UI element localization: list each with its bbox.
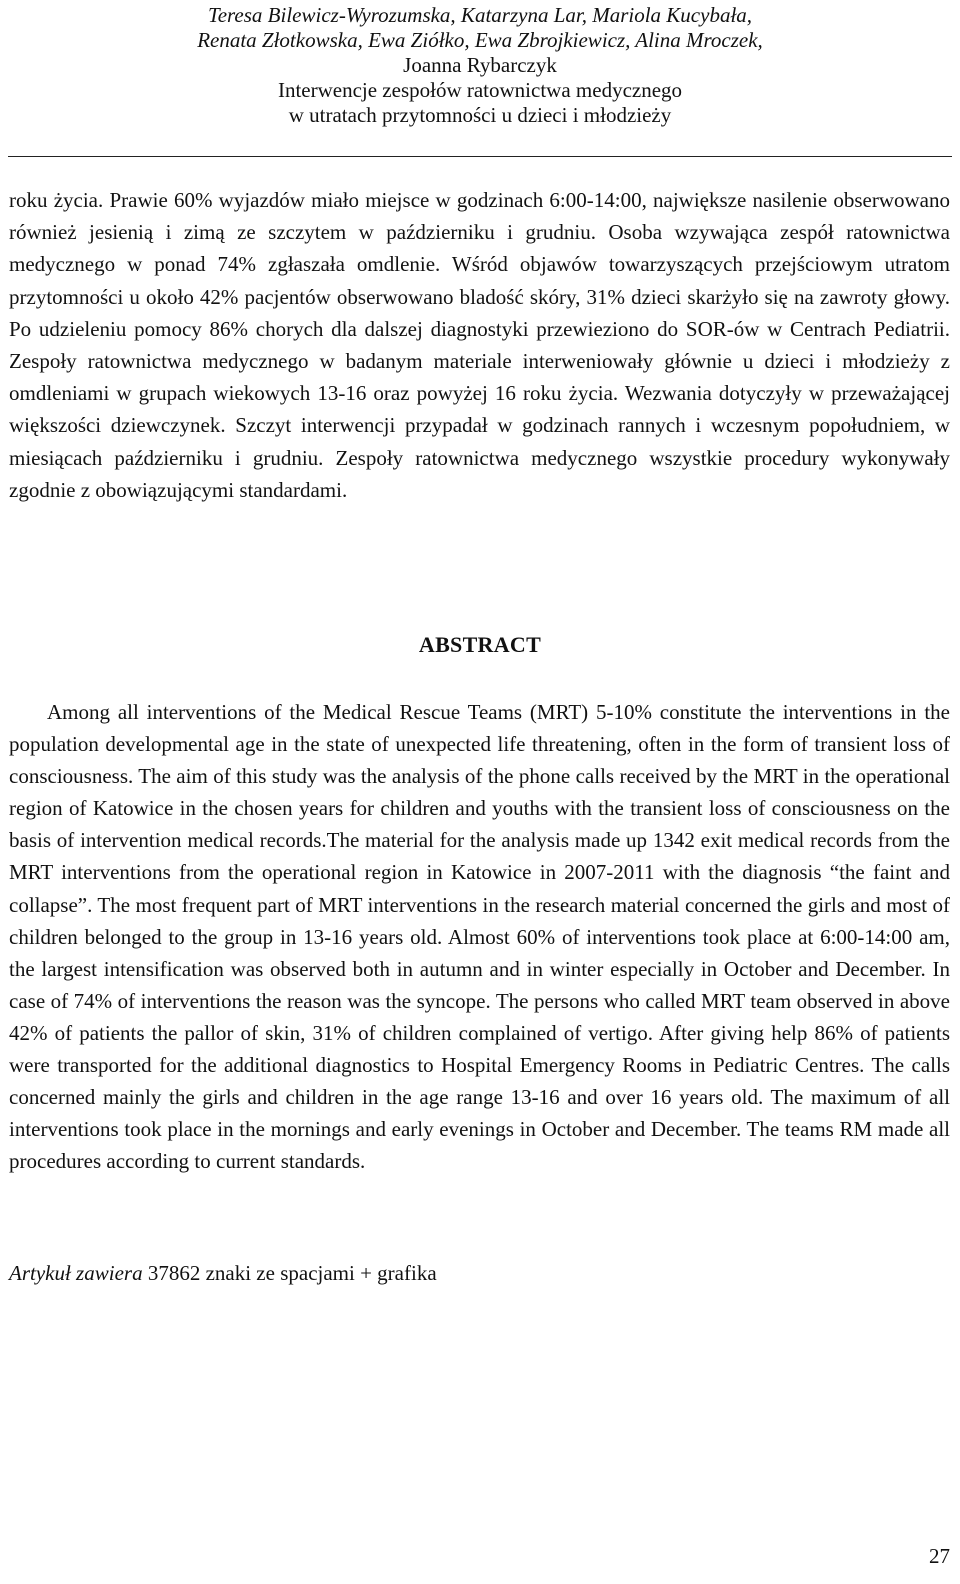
author-line: Teresa Bilewicz-Wyrozumska, Katarzyna Lar, Mariola Kucybała, — [207, 3, 753, 27]
article-note-label: Artykuł zawiera — [9, 1261, 143, 1285]
title-line: Interwencje zespołów ratownictwa medycznego — [277, 78, 683, 102]
header-divider — [8, 156, 952, 157]
article-note-value: 37862 znaki ze spacjami + grafika — [147, 1261, 437, 1285]
polish-summary-paragraph: roku życia. Prawie 60% wyjazdów miało miejsce w godzinach 6:00-14:00, największe nasilenie obserwowano również jesienią i zimą ze szczytem w październiku i grudniu. Osoba wzywająca zespół ratownictwa medycznego w ponad 74% zgłaszała omdlenie. Wśród objawów towarzyszących przejściowym utratom przytomności u około 42% pacjentów obserwowano bladość skóry, 31% dzieci skarżyło się na zawroty głowy. Po udzieleniu pomocy 86% chorych dla dalszej diagnostyki przewieziono do SOR-ów w Centrach Pediatrii. Zespoły ratownictwa medycznego w badanym materiale interweniowały głównie u dzieci i młodzieży z omdleniami w grupach wiekowych 13-16 oraz powyżej 16 roku życia. Wezwania dotyczyły w przeważającej większości dziewczynek. Szczyt interwencji przypadał w godzinach rannych i wczesnym popołudniem, w miesiącach październiku i grudniu. Zespoły ratownictwa medycznego wszystkie procedury wykonywały zgodnie z obowiązującymi standardami. — [9, 188, 950, 502]
page-number: 27 — [929, 1544, 950, 1568]
abstract-paragraph: Among all interventions of the Medical Rescue Teams (MRT) 5-10% constitute the interventions in the population developmental age in the state of unexpected life threatening, often in the form of transient loss of consciousness. The aim of this study was the analysis of the phone calls received by the MRT in the operational region of Katowice in the chosen years for children and youths with the transient loss of consciousness on the basis of intervention medical records.The material for the analysis made up 1342 exit medical records from the MRT interventions from the operational region in Katowice in 2007-2011 with the diagnosis “the faint and collapse”. The most frequent part of MRT interventions in the research material concerned the girls and most of children belonged to the group in 13-16 years old. Almost 60% of interventions took place at 6:00-14:00 am, the largest intensification was observed both in autumn and in winter especially in October and December. In case of 74% of interventions the reason was the syncope. The persons who called MRT team observed in above 42% of patients the pallor of skin, 31% of children complained of vertigo. After giving help 86% of patients were transported for the additional diagnostics to Hospital Emergency Rooms in Pediatric Centres. The calls concerned mainly the girls and children in the age range 13-16 and over 16 years old. The maximum of all interventions took place in the mornings and early evenings in October and December. The teams RM made all procedures according to current standards. — [9, 700, 950, 1174]
author-line: Renata Złotkowska, Ewa Ziółko, Ewa Zbrojkiewicz, Alina Mroczek, — [197, 28, 763, 52]
article-title — [0, 78, 960, 128]
running-header — [0, 0, 960, 128]
author-list — [0, 3, 960, 78]
abstract-heading: ABSTRACT — [418, 632, 542, 657]
author-line: Joanna Rybarczyk — [403, 53, 557, 77]
title-line: w utratach przytomności u dzieci i młodzieży — [288, 103, 672, 127]
article-character-count — [9, 1258, 437, 1288]
